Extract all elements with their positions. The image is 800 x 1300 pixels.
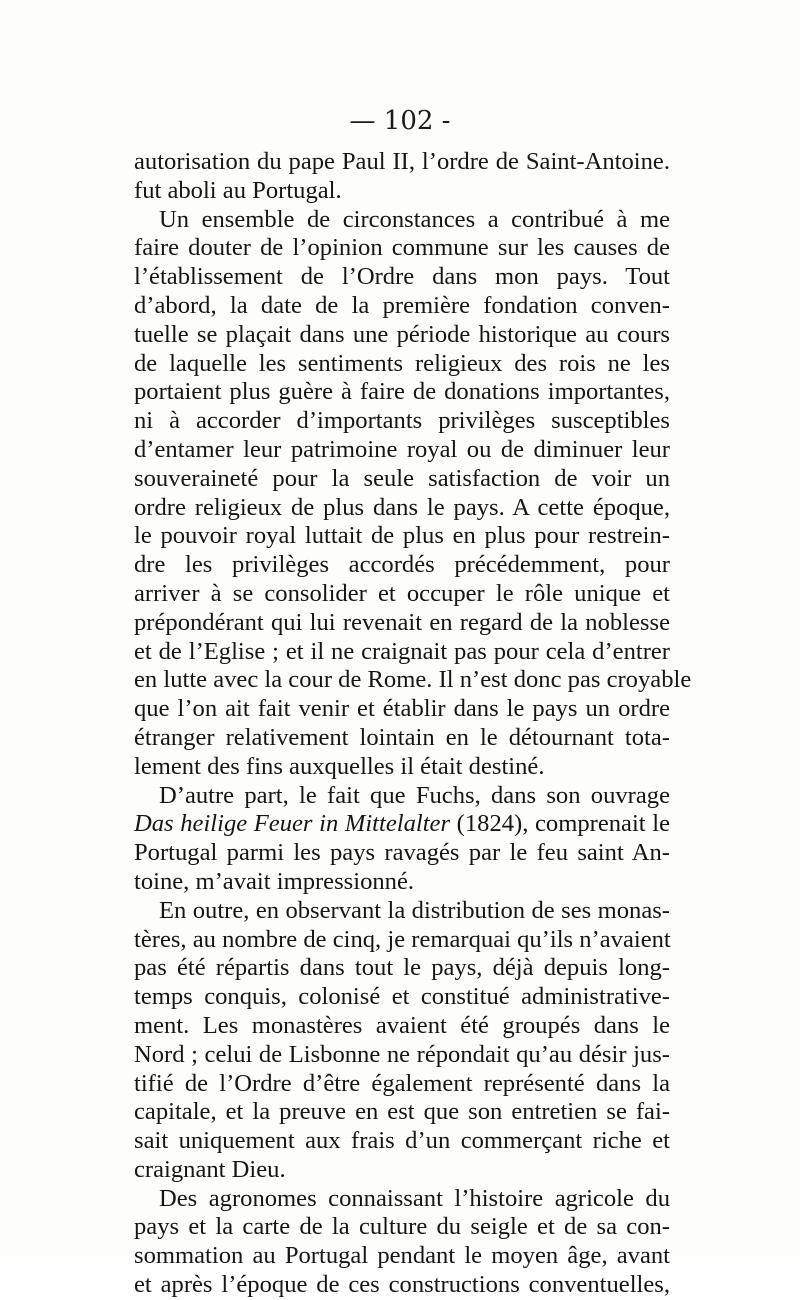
paragraph [134, 148, 670, 206]
text-line: et de l’Eglise ; et il ne craignait pas pour cela d’entrer [134, 637, 670, 665]
text-line: D’autre part, le fait que Fuchs, dans son ouvrage [159, 781, 670, 809]
text-line: arriver à se consolider et occuper le rôle unique et [134, 579, 670, 607]
text-line: et après l’époque de ces constructions conventuelles, [134, 1271, 670, 1299]
text-line: portaient plus guère à faire de donations importantes, [134, 378, 670, 406]
text-line: que l’on ait fait venir et établir dans le pays un ordre [134, 695, 670, 723]
text-line: ment. Les monastères avaient été groupés dans le [134, 1011, 670, 1039]
body-text [134, 148, 692, 1300]
paragraph [134, 205, 692, 782]
text-line: d’entamer leur patrimoine royal ou de diminuer leur [134, 435, 670, 463]
text-line: Nord ; celui de Lisbonne ne répondait qu’au désir jus- [134, 1040, 670, 1068]
text-line [134, 810, 670, 839]
text-line: fut aboli au Portugal. [134, 176, 342, 204]
text-line: ordre religieux de plus dans le pays. A cette époque, [134, 493, 670, 521]
text-line: l’établissement de l’Ordre dans mon pays. Tout [134, 263, 670, 291]
book-title: Das heilige Feuer in Mittelalter [134, 810, 451, 838]
text-line: le pouvoir royal luttait de plus en plus pour restrein- [134, 522, 670, 550]
text-line: Des agronomes connaissant l’histoire agricole du [159, 1184, 670, 1212]
text-line: tères, au nombre de cinq, je remarquai qu’ils n’avaient [134, 925, 671, 953]
text-line: autorisation du pape Paul II, l’ordre de Saint-Antoine. [134, 148, 670, 175]
text-line: Portugal parmi les pays ravagés par le feu saint An- [134, 839, 670, 867]
text-line: dre les privilèges accordés précédemment, pour [134, 551, 670, 579]
paragraph [134, 1185, 670, 1300]
text-line: pas été répartis dans tout le pays, déjà depuis long- [134, 954, 670, 982]
text-line: pays et la carte de la culture du seigle et de sa con- [134, 1213, 670, 1241]
text-line: étranger relativement lointain en le détournant tota- [134, 723, 670, 751]
text-line: sommation au Portugal pendant le moyen âge, avant [134, 1242, 670, 1270]
text-line: tuelle se plaçait dans une période historique au cours [134, 320, 670, 348]
text-line: tifié de l’Ordre d’être également représenté dans la [134, 1069, 670, 1097]
page-number: — 102 - [349, 106, 451, 136]
text-line: prépondérant qui lui revenait en regard de la noblesse [134, 608, 670, 636]
text-line: En outre, en observant la distribution de ses monas- [159, 896, 670, 924]
text-fragment: (1824), comprenait le [450, 810, 670, 838]
text-line: faire douter de l’opinion commune sur les causes de [134, 234, 670, 262]
text-line: sait uniquement aux frais d’un commerçant riche et [134, 1127, 670, 1155]
text-line: craignant Dieu. [134, 1155, 286, 1183]
text-line: capitale, et la preuve en est que son entretien se fai- [134, 1098, 670, 1126]
text-line: souveraineté pour la seule satisfaction de voir un [134, 464, 670, 492]
paragraph [134, 897, 670, 1185]
text-line: temps conquis, colonisé et constitué administrative- [134, 983, 670, 1011]
text-line: d’abord, la date de la première fondation conven- [134, 291, 670, 319]
paragraph [134, 782, 670, 897]
text-line: Un ensemble de circonstances a contribué à me [159, 205, 670, 233]
text-line: en lutte avec la cour de Rome. Il n’est donc pas croyable [134, 666, 692, 694]
text-line: de laquelle les sentiments religieux des rois ne les [134, 349, 670, 377]
text-line: toine, m’avait impressionné. [134, 867, 415, 895]
text-line: ni à accorder d’importants privilèges susceptibles [134, 407, 670, 435]
text-line: lement des fins auxquelles il était destiné. [134, 752, 545, 780]
